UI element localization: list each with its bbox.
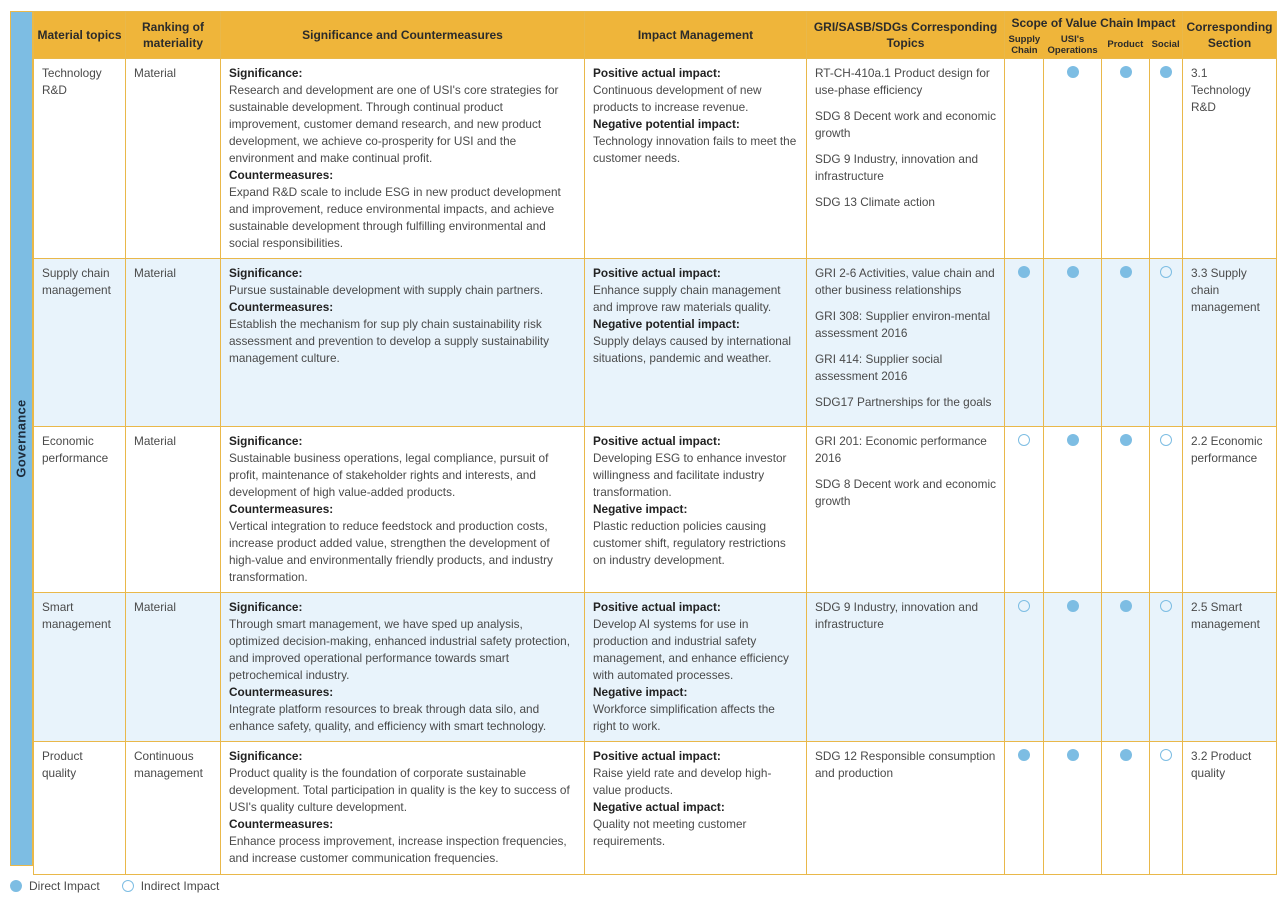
header-scope-subcolumns (1005, 32, 1182, 56)
scope-supply-chain (1005, 59, 1044, 259)
countermeasures-text: Vertical integration to reduce feedstock and production costs, increase product added value, strengthen the development of high-value and environmentally friendly products, and industry transformation. (229, 519, 553, 584)
header-row (34, 12, 1277, 59)
scope-supply-chain (1005, 742, 1044, 875)
material-topic: Economic performance (34, 427, 126, 593)
ranking: Material (126, 259, 221, 427)
countermeasures-label: Countermeasures: (229, 168, 334, 182)
significance-label: Significance: (229, 600, 303, 614)
negative-impact-label: Negative potential impact: (593, 117, 740, 131)
corresponding-section: 3.1 Technology R&D (1183, 59, 1277, 259)
gri-topic: RT-CH-410a.1 Product design for use-phase efficiency (815, 66, 990, 97)
gri-topic: SDG 9 Industry, innovation and infrastructure (815, 600, 979, 631)
header-scope (1005, 12, 1183, 59)
indirect-impact-circle-icon (1160, 266, 1172, 278)
legend-direct-impact (10, 879, 100, 893)
significance-cell (221, 259, 585, 427)
impact-cell (585, 259, 807, 427)
legend-indirect-label: Indirect Impact (140, 879, 220, 893)
countermeasures-label: Countermeasures: (229, 502, 334, 516)
gri-topic: SDG 13 Climate action (815, 195, 935, 209)
positive-impact-label: Positive actual impact: (593, 749, 721, 763)
direct-impact-dot-icon (1120, 749, 1132, 761)
gri-topics-cell (807, 259, 1005, 427)
gri-topic: GRI 2-6 Activities, value chain and other business relationships (815, 266, 995, 297)
positive-impact-text: Continuous development of new products to increase revenue. (593, 83, 762, 114)
material-topic: Smart management (34, 593, 126, 742)
direct-impact-dot-icon (1067, 600, 1079, 612)
table-row-smart-management (34, 593, 1277, 742)
positive-impact-text: Developing ESG to enhance investor willingness and facilitate industry transformation. (593, 451, 787, 499)
scope-product (1102, 593, 1150, 742)
scope-social (1150, 742, 1183, 875)
negative-impact-label: Negative actual impact: (593, 800, 725, 814)
countermeasures-text: Expand R&D scale to include ESG in new product development and improvement, reduce environmental impacts, and achieve sustainable development through fulfilling environmental and social responsibilities. (229, 185, 561, 250)
indirect-impact-circle-icon (1160, 434, 1172, 446)
ranking: Material (126, 427, 221, 593)
significance-label: Significance: (229, 66, 303, 80)
table-row-supply-chain-management (34, 259, 1277, 427)
impact-cell (585, 59, 807, 259)
gri-topics-cell (807, 742, 1005, 875)
significance-label: Significance: (229, 749, 303, 763)
table-row-technology-rd (34, 59, 1277, 259)
gri-topics-cell (807, 593, 1005, 742)
header-significance: Significance and Countermeasures (221, 12, 585, 59)
header-impact-management: Impact Management (585, 12, 807, 59)
significance-cell (221, 427, 585, 593)
corresponding-section: 2.5 Smart management (1183, 593, 1277, 742)
gri-topics-cell (807, 59, 1005, 259)
impact-cell (585, 427, 807, 593)
header-corresponding-section: Corresponding Section (1183, 12, 1277, 59)
significance-cell (221, 742, 585, 875)
table-row-economic-performance (34, 427, 1277, 593)
header-ranking: Ranking of materiality (126, 12, 221, 59)
significance-text: Research and development are one of USI's core strategies for sustainable development. Through continual product improvement, customer demand research, and new product development, we achieve co-prosperity for USI and the environment and make continual profit. (229, 83, 559, 165)
gri-topic: SDG 12 Responsible consumption and production (815, 749, 996, 780)
gri-topic: SDG 9 Industry, innovation and infrastructure (815, 152, 979, 183)
negative-impact-text: Technology innovation fails to meet the customer needs. (593, 134, 797, 165)
scope-social (1150, 427, 1183, 593)
gri-topic: GRI 414: Supplier social assessment 2016 (815, 352, 943, 383)
scope-social (1150, 59, 1183, 259)
positive-impact-text: Develop AI systems for use in production and industrial safety management, and enhance efficiency with automated processes. (593, 617, 789, 682)
negative-impact-label: Negative potential impact: (593, 317, 740, 331)
material-topic: Product quality (34, 742, 126, 875)
positive-impact-text: Enhance supply chain management and improve raw materials quality. (593, 283, 781, 314)
scope-product (1102, 259, 1150, 427)
direct-impact-dot-icon (1067, 749, 1079, 761)
impact-cell (585, 593, 807, 742)
countermeasures-label: Countermeasures: (229, 817, 334, 831)
header-scope-social: Social (1151, 38, 1180, 50)
direct-impact-dot-icon (1120, 66, 1132, 78)
countermeasures-text: Establish the mechanism for sup ply chain sustainability risk assessment and prevention to develop a supply sustainability management culture. (229, 317, 550, 365)
scope-operations (1044, 59, 1102, 259)
significance-text: Product quality is the foundation of corporate sustainable development. Total participation in quality is the key to success of USI's quality culture development. (229, 766, 570, 814)
direct-impact-dot-icon (1067, 266, 1079, 278)
legend-indirect-impact (122, 879, 220, 893)
governance-category-label: Governance (14, 399, 29, 478)
significance-text: Through smart management, we have sped up analysis, optimized decision-making, enhanced industrial safety protection, and improved operational performance towards smart petrochemical industry. (229, 617, 570, 682)
governance-category-label-wrap (10, 11, 33, 866)
direct-impact-dot-icon (1120, 266, 1132, 278)
scope-supply-chain (1005, 427, 1044, 593)
gri-topics-cell (807, 427, 1005, 593)
positive-impact-label: Positive actual impact: (593, 266, 721, 280)
countermeasures-label: Countermeasures: (229, 300, 334, 314)
ranking: Material (126, 593, 221, 742)
gri-topic: SDG 8 Decent work and economic growth (815, 477, 996, 508)
scope-operations (1044, 593, 1102, 742)
significance-text: Sustainable business operations, legal compliance, pursuit of profit, maintenance of stakeholder rights and interests, and development of high value-added products. (229, 451, 549, 499)
direct-impact-dot-icon (1018, 749, 1030, 761)
scope-social (1150, 259, 1183, 427)
scope-supply-chain (1005, 259, 1044, 427)
scope-operations (1044, 259, 1102, 427)
legend-direct-label: Direct Impact (29, 879, 100, 893)
countermeasures-label: Countermeasures: (229, 685, 334, 699)
indirect-impact-circle-icon (1160, 600, 1172, 612)
impact-legend (10, 879, 241, 893)
header-scope-title: Scope of Value Chain Impact (1011, 16, 1176, 30)
scope-supply-chain (1005, 593, 1044, 742)
gri-topic: GRI 308: Supplier environ-mental assessment 2016 (815, 309, 991, 340)
negative-impact-text: Supply delays caused by international situations, pandemic and weather. (593, 334, 792, 365)
positive-impact-text: Raise yield rate and develop high-value products. (593, 766, 772, 797)
scope-product (1102, 59, 1150, 259)
impact-cell (585, 742, 807, 875)
indirect-impact-circle-icon (1018, 434, 1030, 446)
positive-impact-label: Positive actual impact: (593, 66, 721, 80)
countermeasures-text: Enhance process improvement, increase inspection frequencies, and increase customer communication frequencies. (229, 834, 567, 865)
scope-social (1150, 593, 1183, 742)
header-scope-operations: USI's Operations (1047, 34, 1098, 56)
gri-topic: GRI 201: Economic performance 2016 (815, 434, 987, 465)
negative-impact-text: Workforce simplification affects the right to work. (593, 702, 775, 733)
positive-impact-label: Positive actual impact: (593, 600, 721, 614)
negative-impact-label: Negative impact: (593, 685, 688, 699)
direct-impact-dot-icon (1120, 600, 1132, 612)
materiality-table (33, 11, 1277, 875)
header-material-topics: Material topics (34, 12, 126, 59)
direct-impact-dot-icon (1018, 266, 1030, 278)
direct-impact-dot-icon (1120, 434, 1132, 446)
negative-impact-text: Quality not meeting customer requirements. (593, 817, 747, 848)
significance-cell (221, 59, 585, 259)
direct-impact-dot-icon (10, 880, 22, 892)
corresponding-section: 3.3 Supply chain management (1183, 259, 1277, 427)
table-row-product-quality (34, 742, 1277, 875)
significance-cell (221, 593, 585, 742)
countermeasures-text: Integrate platform resources to break through data silo, and enhance safety, quality, and efficiency with smart technology. (229, 702, 547, 733)
significance-label: Significance: (229, 266, 303, 280)
indirect-impact-circle-icon (1160, 749, 1172, 761)
significance-label: Significance: (229, 434, 303, 448)
direct-impact-dot-icon (1067, 434, 1079, 446)
materiality-table-container (10, 11, 1276, 866)
corresponding-section: 3.2 Product quality (1183, 742, 1277, 875)
header-gri-topics: GRI/SASB/SDGs Corresponding Topics (807, 12, 1005, 59)
scope-product (1102, 742, 1150, 875)
scope-operations (1044, 742, 1102, 875)
scope-operations (1044, 427, 1102, 593)
direct-impact-dot-icon (1067, 66, 1079, 78)
positive-impact-label: Positive actual impact: (593, 434, 721, 448)
ranking: Material (126, 59, 221, 259)
significance-text: Pursue sustainable development with supply chain partners. (229, 283, 544, 297)
indirect-impact-circle-icon (1018, 600, 1030, 612)
negative-impact-label: Negative impact: (593, 502, 688, 516)
corresponding-section: 2.2 Economic performance (1183, 427, 1277, 593)
direct-impact-dot-icon (1160, 66, 1172, 78)
material-topic: Technology R&D (34, 59, 126, 259)
header-scope-supply-chain: Supply Chain (1008, 34, 1041, 56)
scope-product (1102, 427, 1150, 593)
gri-topic: SDG17 Partnerships for the goals (815, 395, 992, 409)
header-scope-product: Product (1107, 38, 1144, 50)
ranking: Continuous management (126, 742, 221, 875)
gri-topic: SDG 8 Decent work and economic growth (815, 109, 996, 140)
negative-impact-text: Plastic reduction policies causing customer shift, regulatory restrictions on industry development. (593, 519, 786, 567)
indirect-impact-circle-icon (122, 880, 134, 892)
material-topic: Supply chain management (34, 259, 126, 427)
